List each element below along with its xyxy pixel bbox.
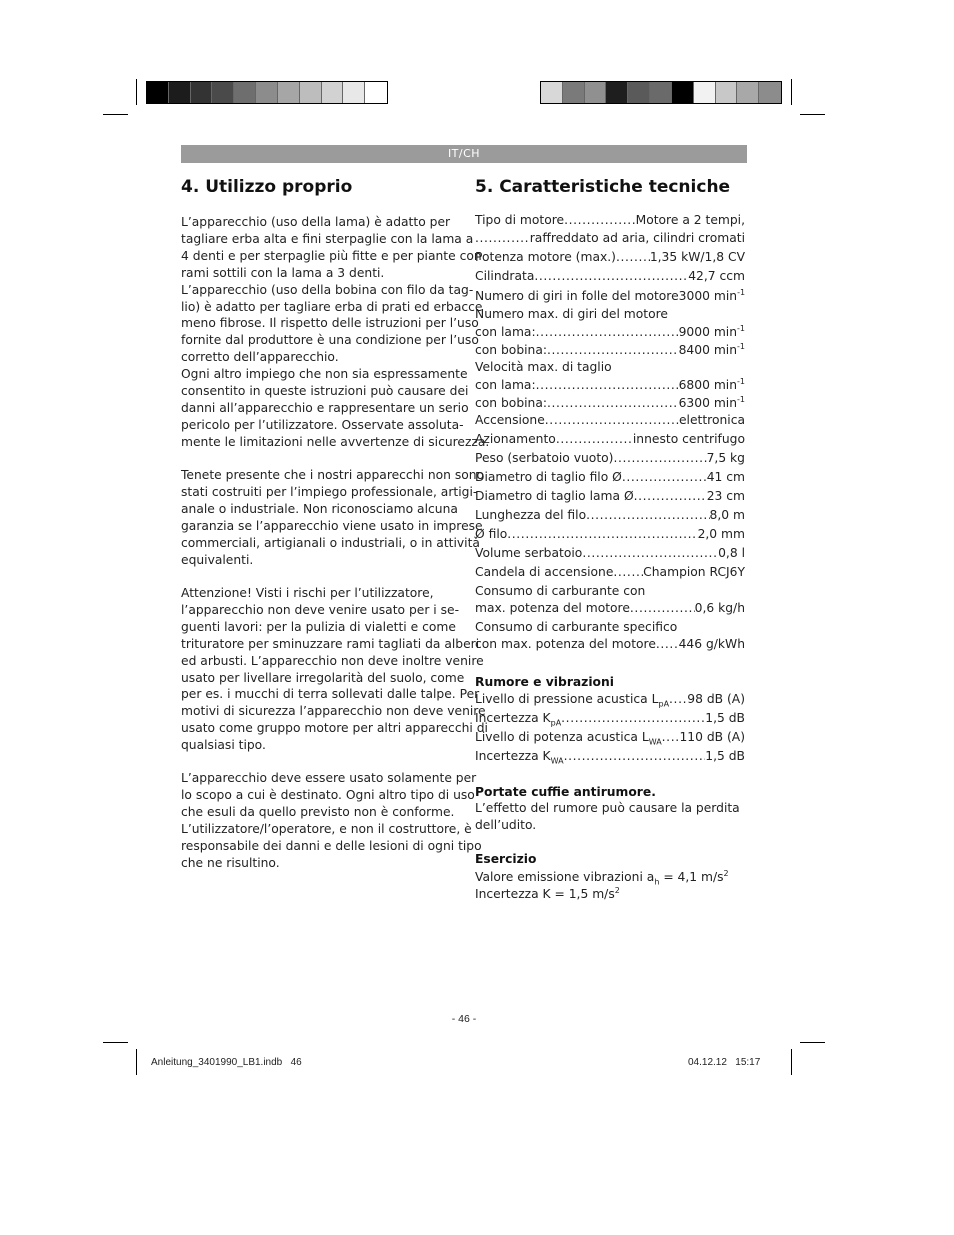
footer-filename: Anleitung_3401990_LB1.indb 46 bbox=[151, 1057, 302, 1068]
spec-row bbox=[475, 432, 745, 450]
color-swatch bbox=[737, 82, 759, 103]
noise-value: 1,5 dB bbox=[705, 711, 745, 725]
spec-value bbox=[636, 213, 745, 227]
spec-value bbox=[698, 527, 745, 541]
spec-value bbox=[643, 565, 745, 579]
paragraph-line: stati costruiti per l’impiego professionale, artigi- bbox=[181, 484, 478, 499]
dot-leader bbox=[545, 413, 679, 427]
spec-row bbox=[475, 231, 745, 249]
color-swatch bbox=[672, 82, 694, 103]
crop-mark bbox=[791, 79, 792, 105]
spec-row bbox=[475, 213, 745, 231]
vibration-label: Valore emissione vibrazioni a bbox=[475, 870, 655, 885]
paragraph-line: lo scopo a cui è destinato. Ogni altro tipo di uso bbox=[181, 787, 475, 802]
crop-mark bbox=[136, 79, 137, 105]
dot-leader bbox=[613, 451, 706, 465]
paragraph-line: Tenete presente che i nostri apparecchi non sono bbox=[181, 468, 485, 482]
dot-leader bbox=[630, 601, 695, 615]
spec-row bbox=[475, 601, 745, 619]
usage-paragraph-3 bbox=[181, 585, 488, 754]
spec-value bbox=[679, 413, 745, 427]
spec-row bbox=[475, 413, 745, 431]
paragraph-line: consentito in queste istruzioni può causare dei bbox=[181, 384, 469, 399]
spec-value-text: elettronica bbox=[678, 413, 745, 427]
spec-value-text: 6300 min bbox=[678, 396, 738, 411]
noise-label-text: Livello di pressione acustica L bbox=[475, 692, 659, 706]
spec-row bbox=[475, 395, 745, 413]
spec-label: Ø filo bbox=[475, 527, 508, 541]
color-swatch bbox=[585, 82, 607, 103]
spec-value-text: 42,7 ccm bbox=[688, 269, 745, 283]
color-swatch bbox=[169, 82, 191, 103]
spec-value bbox=[707, 489, 745, 503]
color-calibration-bar-right bbox=[540, 81, 782, 104]
spec-row bbox=[475, 269, 745, 287]
spec-value-text: 7,5 kg bbox=[706, 451, 745, 465]
paragraph-line: meno fibrose. Il rispetto delle istruzioni per l’uso bbox=[181, 316, 479, 331]
dot-leader bbox=[564, 213, 635, 227]
spec-value-superscript: -1 bbox=[737, 377, 745, 386]
page-number: - 46 - bbox=[451, 1013, 477, 1025]
spec-value bbox=[679, 342, 745, 357]
spec-value bbox=[707, 470, 745, 484]
noise-label bbox=[475, 749, 564, 765]
spec-value bbox=[695, 601, 745, 615]
noise-row bbox=[475, 692, 745, 710]
ear-protection-line-1: L’effetto del rumore può causare la perdita bbox=[475, 801, 740, 815]
spec-label: Numero di giri in folle del motore bbox=[475, 289, 679, 304]
spec-label: Volume serbatoio bbox=[475, 546, 583, 560]
ear-protection-heading: Portate cuffie antirumore. bbox=[475, 785, 656, 799]
spec-value bbox=[707, 451, 745, 465]
spec-row: Numero max. di giri del motore bbox=[475, 307, 668, 321]
dot-leader bbox=[662, 730, 680, 744]
color-swatch bbox=[256, 82, 278, 103]
spec-label: con bobina: bbox=[475, 343, 548, 358]
spec-value-superscript: -1 bbox=[737, 395, 745, 404]
footer-date: 04.12.12 15:17 bbox=[688, 1057, 761, 1068]
color-swatch bbox=[234, 82, 256, 103]
spec-label: con lama: bbox=[475, 378, 536, 393]
dot-leader bbox=[616, 250, 650, 264]
paragraph-line: lio) è adatto per tagliare erba di prati ed erbacce bbox=[181, 299, 483, 314]
crop-mark bbox=[103, 1042, 128, 1043]
spec-value-text: 1,35 kW/1,8 CV bbox=[649, 250, 745, 264]
paragraph-line: ed arbusti. L’apparecchio non deve inoltre venire bbox=[181, 653, 484, 668]
paragraph-line: usato per livellare irregolarità del suolo, come bbox=[181, 670, 465, 685]
crop-mark bbox=[136, 1049, 137, 1075]
spec-value-superscript: -1 bbox=[737, 324, 745, 333]
color-swatch bbox=[759, 82, 781, 103]
dot-leader bbox=[536, 378, 679, 392]
spec-value-superscript: -1 bbox=[737, 342, 745, 351]
crop-mark bbox=[791, 1049, 792, 1075]
spec-value bbox=[718, 546, 745, 560]
paragraph-line: responsabile dei danni e delle lesioni di ogni tipo bbox=[181, 838, 482, 853]
noise-label-text: Incertezza K bbox=[475, 749, 551, 763]
paragraph-line: tagliare erba alta e fini sterpaglie con la lama a bbox=[181, 231, 474, 246]
spec-row: Consumo di carburante con bbox=[475, 584, 646, 598]
noise-label-subscript: pA bbox=[658, 699, 670, 709]
spec-value-text: 8400 min bbox=[678, 343, 738, 358]
spec-label: Azionamento bbox=[475, 432, 556, 446]
paragraph-line: fornite dal produttore è una condizione per l’uso bbox=[181, 333, 479, 348]
spec-label: Potenza motore (max.) bbox=[475, 250, 616, 264]
spec-value-superscript: -1 bbox=[737, 288, 746, 297]
spec-value-text: Motore a 2 tempi, bbox=[635, 213, 745, 227]
vibration-subscript: h bbox=[654, 877, 660, 887]
vibration-value-line bbox=[475, 869, 745, 887]
spec-value-text: raffreddato ad aria, cilindri cromati bbox=[529, 231, 745, 245]
spec-row: Velocità max. di taglio bbox=[475, 360, 612, 374]
paragraph-line: L’apparecchio (uso della bobina con filo da tag- bbox=[181, 282, 474, 297]
exercise-heading: Esercizio bbox=[475, 852, 537, 866]
spec-value bbox=[679, 637, 745, 651]
vibration-uncertainty-superscript: 2 bbox=[614, 886, 620, 895]
paragraph-line: corretto dell’apparecchio. bbox=[181, 350, 339, 365]
spec-value bbox=[710, 508, 745, 522]
dot-leader bbox=[534, 269, 688, 283]
spec-value bbox=[679, 395, 745, 410]
noise-row bbox=[475, 730, 745, 748]
spec-label: con lama: bbox=[475, 325, 536, 340]
spec-value-text: 9000 min bbox=[678, 325, 738, 340]
dot-leader bbox=[547, 343, 679, 357]
color-swatch bbox=[694, 82, 716, 103]
noise-heading: Rumore e vibrazioni bbox=[475, 675, 614, 689]
color-swatch bbox=[322, 82, 344, 103]
spec-row bbox=[475, 288, 745, 306]
spec-row bbox=[475, 508, 745, 526]
spec-row bbox=[475, 527, 745, 545]
noise-row bbox=[475, 711, 745, 729]
spec-value bbox=[679, 324, 745, 339]
paragraph-line: mente le limitazioni nelle avvertenze di sicurezza. bbox=[181, 434, 490, 449]
language-bar: IT/CH bbox=[181, 145, 747, 163]
dot-leader bbox=[669, 692, 687, 706]
spec-label: Tipo di motore bbox=[475, 213, 565, 227]
paragraph-line: Attenzione! Visti i rischi per l’utilizzatore, bbox=[181, 586, 434, 600]
spec-label: Lunghezza del filo bbox=[475, 508, 587, 522]
noise-value: 98 dB (A) bbox=[687, 692, 745, 706]
color-swatch bbox=[300, 82, 322, 103]
color-swatch bbox=[147, 82, 169, 103]
dot-leader bbox=[586, 508, 709, 522]
paragraph-line: L’apparecchio deve essere usato solamente per bbox=[181, 771, 477, 785]
spec-value bbox=[633, 432, 745, 446]
color-swatch bbox=[563, 82, 585, 103]
spec-label: Cilindrata bbox=[475, 269, 535, 283]
dot-leader bbox=[656, 637, 679, 651]
dot-leader bbox=[536, 325, 679, 339]
spec-row bbox=[475, 451, 745, 469]
paragraph-line: 4 denti e per sterpaglie più fitte e per piante con bbox=[181, 248, 482, 263]
spec-value-text: 23 cm bbox=[706, 489, 745, 503]
spec-value bbox=[688, 269, 745, 283]
noise-row bbox=[475, 749, 745, 767]
paragraph-line: rami sottili con la lama a 3 denti. bbox=[181, 265, 385, 280]
paragraph-line: pericolo per l’utilizzatore. Osservate assoluta- bbox=[181, 417, 464, 432]
section-heading-specs: 5. Caratteristiche tecniche bbox=[475, 177, 731, 197]
ear-protection-line-2: dell’udito. bbox=[475, 818, 537, 832]
noise-label bbox=[475, 730, 662, 746]
spec-value-text: 3000 min bbox=[678, 289, 738, 304]
paragraph-line: L’utilizzatore/l’operatore, e non il costruttore, è bbox=[181, 821, 472, 836]
spec-row bbox=[475, 377, 745, 395]
color-swatch bbox=[191, 82, 213, 103]
paragraph-line: trituratore per sminuzzare rami tagliati da alberi bbox=[181, 636, 480, 651]
dot-leader bbox=[475, 231, 530, 245]
noise-label-subscript: WA bbox=[550, 756, 564, 766]
color-swatch bbox=[541, 82, 563, 103]
dot-leader bbox=[634, 489, 707, 503]
spec-row bbox=[475, 565, 745, 583]
spec-label: max. potenza del motore bbox=[475, 601, 630, 615]
color-swatch bbox=[628, 82, 650, 103]
spec-row bbox=[475, 342, 745, 360]
section-heading-usage: 4. Utilizzo proprio bbox=[181, 177, 353, 197]
dot-leader bbox=[561, 711, 705, 725]
dot-leader bbox=[507, 527, 697, 541]
paragraph-line: per es. i mucchi di terra sollevati dalle talpe. Per bbox=[181, 687, 480, 702]
paragraph-line: commerciali, artigianali o industriali, o in attività bbox=[181, 535, 480, 550]
spec-value-text: Champion RCJ6Y bbox=[643, 565, 745, 579]
vibration-superscript: 2 bbox=[723, 869, 729, 878]
dot-leader bbox=[613, 565, 643, 579]
noise-label bbox=[475, 692, 669, 708]
spec-row bbox=[475, 470, 745, 488]
usage-paragraph-1 bbox=[181, 214, 490, 451]
paragraph-line: danni all’apparecchio e rappresentare un serio bbox=[181, 400, 469, 415]
vibration-value: = 4,1 m/s bbox=[659, 870, 724, 885]
spec-value bbox=[650, 250, 745, 264]
spec-value-text: innesto centrifugo bbox=[632, 432, 745, 446]
color-swatch bbox=[278, 82, 300, 103]
color-calibration-bar-left bbox=[146, 81, 388, 104]
paragraph-line: L’apparecchio (uso della lama) è adatto per bbox=[181, 215, 451, 229]
spec-value-text: 2,0 mm bbox=[697, 527, 745, 541]
paragraph-line: qualsiasi tipo. bbox=[181, 738, 266, 753]
noise-label-subscript: pA bbox=[550, 718, 562, 728]
color-swatch bbox=[716, 82, 738, 103]
paragraph-line: l’apparecchio non deve venire usato per i se- bbox=[181, 602, 460, 617]
spec-row bbox=[475, 250, 745, 268]
paragraph-line: che esuli da quello previsto non è conforme. bbox=[181, 804, 455, 819]
spec-row bbox=[475, 324, 745, 342]
paragraph-line: che ne risultino. bbox=[181, 855, 280, 870]
spec-label: Diametro di taglio lama Ø bbox=[475, 489, 634, 503]
paragraph-line: equivalenti. bbox=[181, 552, 254, 567]
spec-label: con max. potenza del motore bbox=[475, 637, 656, 651]
paragraph-line: guenti lavori: per la pulizia di vialetti e come bbox=[181, 619, 456, 634]
color-swatch bbox=[343, 82, 365, 103]
noise-label-subscript: WA bbox=[648, 737, 662, 747]
usage-paragraph-2 bbox=[181, 467, 485, 568]
dot-leader bbox=[547, 396, 679, 410]
usage-paragraph-4 bbox=[181, 770, 482, 871]
crop-mark bbox=[800, 114, 825, 115]
noise-value: 110 dB (A) bbox=[679, 730, 745, 744]
spec-value-text: 0,8 l bbox=[718, 546, 745, 560]
noise-value: 1,5 dB bbox=[705, 749, 745, 763]
dot-leader bbox=[556, 432, 633, 446]
spec-label: con bobina: bbox=[475, 396, 548, 411]
spec-row bbox=[475, 489, 745, 507]
noise-label bbox=[475, 711, 561, 727]
dot-leader bbox=[622, 470, 707, 484]
spec-value bbox=[679, 377, 745, 392]
vibration-uncertainty-line bbox=[475, 886, 745, 901]
spec-row: Consumo di carburante specifico bbox=[475, 620, 678, 634]
spec-value bbox=[679, 288, 745, 303]
vibration-uncertainty: Incertezza K = 1,5 m/s bbox=[475, 887, 615, 902]
color-swatch bbox=[650, 82, 672, 103]
dot-leader bbox=[582, 546, 718, 560]
spec-row bbox=[475, 637, 745, 655]
spec-label: Candela di accensione bbox=[475, 565, 614, 579]
spec-value bbox=[530, 231, 745, 245]
paragraph-line: anale o industriale. Non riconosciamo alcuna bbox=[181, 501, 458, 516]
spec-label: Diametro di taglio filo Ø bbox=[475, 470, 622, 484]
noise-label-text: Incertezza K bbox=[475, 711, 551, 725]
spec-value-text: 41 cm bbox=[706, 470, 745, 484]
spec-row bbox=[475, 546, 745, 564]
paragraph-line: motivi di sicurezza l’apparecchio non deve venire bbox=[181, 704, 486, 719]
spec-value-text: 6800 min bbox=[678, 378, 738, 393]
spec-value-text: 8,0 m bbox=[709, 508, 745, 522]
color-swatch bbox=[212, 82, 234, 103]
color-swatch bbox=[365, 82, 387, 103]
spec-label: Peso (serbatoio vuoto) bbox=[475, 451, 614, 465]
noise-label-text: Livello di potenza acustica L bbox=[475, 730, 649, 744]
spec-value-text: 446 g/kWh bbox=[678, 637, 745, 651]
dot-leader bbox=[564, 749, 706, 763]
paragraph-line: garanzia se l’apparecchio viene usato in imprese bbox=[181, 518, 483, 533]
crop-mark bbox=[800, 1042, 825, 1043]
paragraph-line: Ogni altro impiego che non sia espressamente bbox=[181, 367, 468, 382]
paragraph-line: usato come gruppo motore per altri apparecchi di bbox=[181, 721, 488, 736]
color-swatch bbox=[606, 82, 628, 103]
spec-label: Accensione bbox=[475, 413, 545, 427]
spec-value-text: 0,6 kg/h bbox=[694, 601, 745, 615]
crop-mark bbox=[103, 114, 128, 115]
